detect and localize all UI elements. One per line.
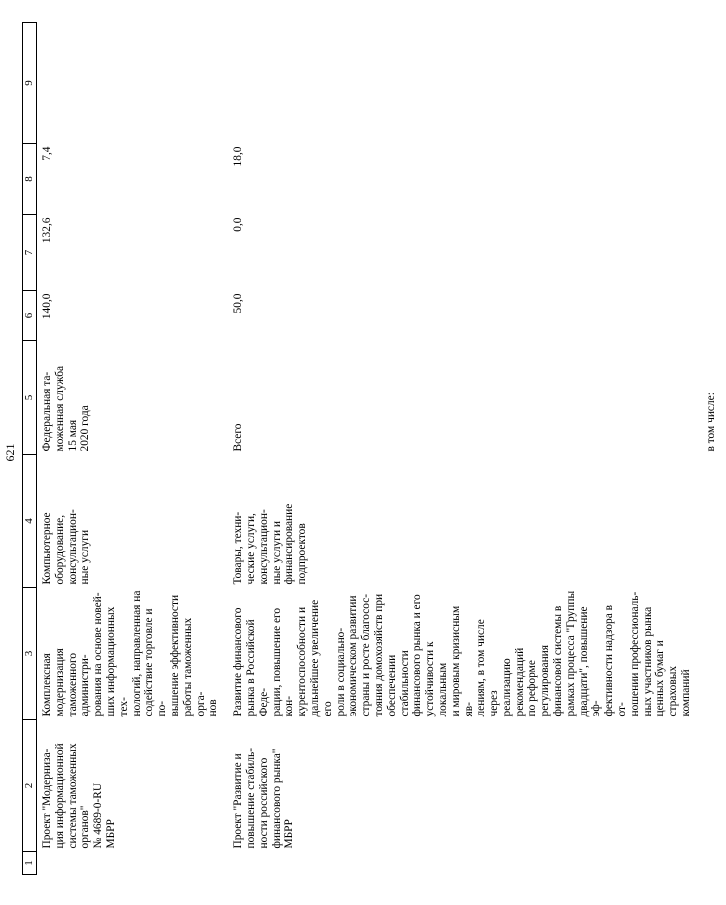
amount-col6: 50,0	[232, 293, 245, 314]
column-number: 4	[23, 455, 37, 588]
amount-col7: 0,0	[232, 217, 245, 232]
amount-col7: 132,6	[41, 217, 53, 244]
subtotal-row	[701, 23, 726, 875]
column-number: 2	[23, 720, 37, 852]
column-number: 3	[23, 588, 37, 720]
project-goal-cell: Развитие финансового рынка в Российской Феде- рации, повышение его кон- курентоспособности и дальнейшее увеличение его роли в социально- экономическом развитии страны и росте благосос- тояния домохозяйств при обеспечении стабильности финансового рынка и его устойчивости к локальным и мировым кризисным яв- лениям, в том числе через реализацию рекомендаций по реформе регулирования финансовой системы в рамках процесса "Группы двадцати", повышение эф- фективности надзора в от- ношении профессиональ- ных участников рынка ценных бумаг и страховых компаний	[232, 590, 693, 717]
table-row	[37, 23, 229, 875]
column-number: 6	[23, 291, 37, 341]
column-number: 5	[23, 341, 37, 455]
table-row	[228, 23, 701, 875]
amount-col6: 140,0	[41, 293, 53, 320]
project-name-cell: Проект "Модерниза- ция информационной системы таможенных органов" № 4689-0-RU МБРР	[41, 743, 117, 849]
project-name-cell: Проект "Развитие и повышение стабиль- ности российского финансового рынка" МБРР	[232, 747, 296, 849]
executor-cell: Всего	[232, 423, 245, 452]
budget-table	[22, 22, 726, 875]
amount-col9	[37, 23, 229, 144]
subtotal-label: в том числе:	[704, 392, 717, 452]
column-number: 1	[23, 852, 37, 875]
column-number: 9	[23, 23, 37, 144]
executor-cell: Федеральная та- моженная служба 15 мая 2020 года	[41, 365, 92, 452]
procurement-cell: Компьютерное оборудование, консультацион- ные услуги	[41, 509, 92, 585]
amount-col8: 7,4	[41, 146, 53, 161]
project-goal-cell: Комплексная модернизация таможенного администри- рования на основе новей- ших информационных тех- нологий, направленная на содействие торговле и по- вышение эффективности работы таможенных орга- нов	[41, 590, 220, 717]
amount-col9	[228, 23, 701, 144]
column-number: 8	[23, 144, 37, 215]
procurement-cell: Товары, техни- ческие услуги, консультацион- ные услуги и финансирование подпроектов	[232, 503, 309, 585]
column-number-row	[23, 23, 37, 875]
row-index-cell	[37, 852, 229, 875]
page-number: 621	[3, 443, 17, 462]
column-number: 7	[23, 215, 37, 291]
row-index-cell	[228, 852, 701, 875]
amount-col8: 18,0	[232, 146, 245, 167]
